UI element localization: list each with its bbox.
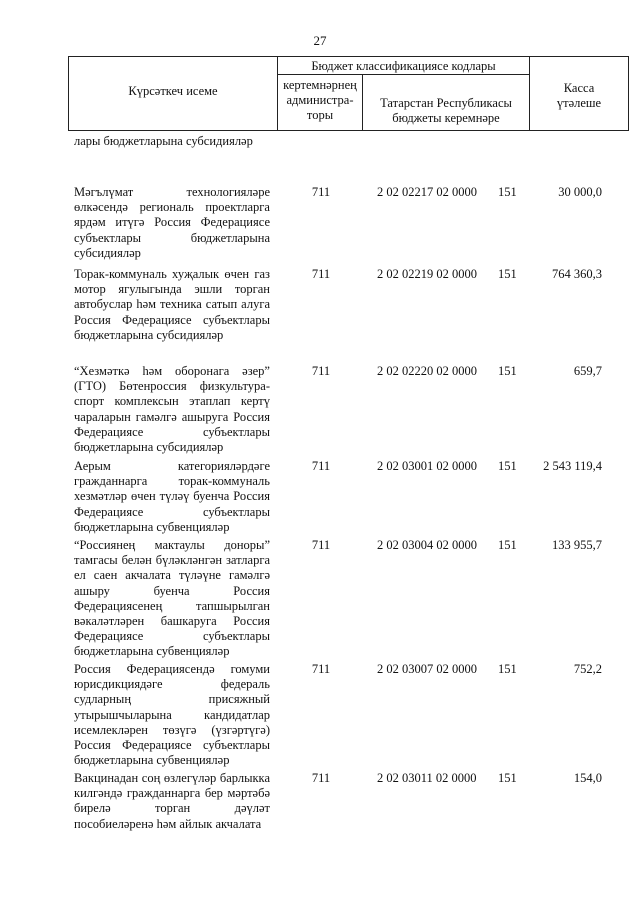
row-code: 2 02 03001 02 0000 (377, 459, 477, 473)
header-border-mid (277, 74, 529, 75)
row-code: 2 02 02219 02 0000 (377, 267, 477, 281)
row-description: “Хезмәткә һәм оборонага әзер” (ГТО) Бөтенроссия физкультура-спорт комплексын этаплап кертү чараларын гамәлгә ашыруга Россия Федерациясе субъектлары бюджетларына субсидияләр (74, 364, 270, 455)
row-admin: 711 (311, 662, 331, 676)
row-amount: 659,7 (573, 364, 602, 378)
row-description: Вакцинадан соң өзлегүләр барлыкка килгәндә гражданнарга бер мәртәбә бирелә торган дәүләт пособиеләренә һәм айлык акчалата (74, 771, 270, 831)
header-cash-execution: Касса үтәлеше (556, 81, 602, 110)
row-subcode: 151 (498, 538, 517, 552)
header-revenues: Татарстан Республикасы бюджеты керемнәре (380, 96, 512, 125)
row-description: Мәгълүмат технологияләре өлкәсендә региональ проектларга ярдәм итүгә Россия Федерациясе субъектлары бюджетларына субсидияләр (74, 185, 270, 260)
row-amount: 133 955,7 (552, 538, 602, 552)
row-amount: 154,0 (573, 771, 602, 785)
row-subcode: 151 (498, 662, 517, 676)
row-code: 2 02 03007 02 0000 (377, 662, 477, 676)
header-indicator-name: Күрсәткеч исеме (128, 84, 218, 98)
row-description: “Россиянең мактаулы доноры” тамгасы белән бүләкләнгән затларга ел саен акчалата түләүне гамәлгә ашыру буенча Россия Федерациясенең тапшырылган вәкаләтләрен башкаруга Россия Федерациясе субъектлары бюджетларына субвенцияләр (74, 538, 270, 659)
row-description: Аерым категорияләрдәге гражданнарга торак-коммуналь хезмәтләр өчен түләү буенча Россия Федерациясе субъектлары бюджетларына субвенцияләр (74, 459, 270, 534)
header-border-top (68, 56, 629, 57)
row-subcode: 151 (498, 267, 517, 281)
header-border-bottom (68, 130, 629, 131)
row-admin: 711 (311, 538, 331, 552)
row-code: 2 02 03011 02 0000 (377, 771, 477, 785)
row-description: Торак-коммуналь хуҗалык өчен газ мотор ягулыгында эшли торган автобуслар һәм техника сатып алуга Россия Федерациясе субъектлары бюджетларына субсидияләр (74, 267, 270, 342)
page-number: 27 (313, 33, 327, 48)
row-admin: 711 (311, 459, 331, 473)
row-subcode: 151 (498, 364, 517, 378)
row-admin: 711 (311, 185, 331, 199)
header-budget-codes: Бюджет классификациясе кодлары (311, 59, 496, 73)
row-amount: 764 360,3 (552, 267, 602, 281)
row-subcode: 151 (498, 185, 517, 199)
row-admin: 711 (311, 771, 331, 785)
row-code: 2 02 02217 02 0000 (377, 185, 477, 199)
row-admin: 711 (311, 267, 331, 281)
row-description: Россия Федерациясендә гомуми юрисдикциядәге федераль судларның присяжный утырышчыларына кандидатлар исемлекләрен төзүгә (үзгәртүгә) Россия Федерациясе субъектлары бюджетларына субвенцияләр (74, 662, 270, 768)
continuation-text: лары бюджетларына субсидияләр (74, 134, 253, 148)
row-code: 2 02 02220 02 0000 (377, 364, 477, 378)
row-code: 2 02 03004 02 0000 (377, 538, 477, 552)
row-amount: 30 000,0 (558, 185, 602, 199)
row-subcode: 151 (498, 771, 517, 785)
row-admin: 711 (311, 364, 331, 378)
row-subcode: 151 (498, 459, 517, 473)
header-border-right (628, 56, 629, 131)
header-admin: кертемнәрнең администра- торы (283, 78, 357, 122)
row-amount: 2 543 119,4 (543, 459, 602, 473)
row-amount: 752,2 (573, 662, 602, 676)
